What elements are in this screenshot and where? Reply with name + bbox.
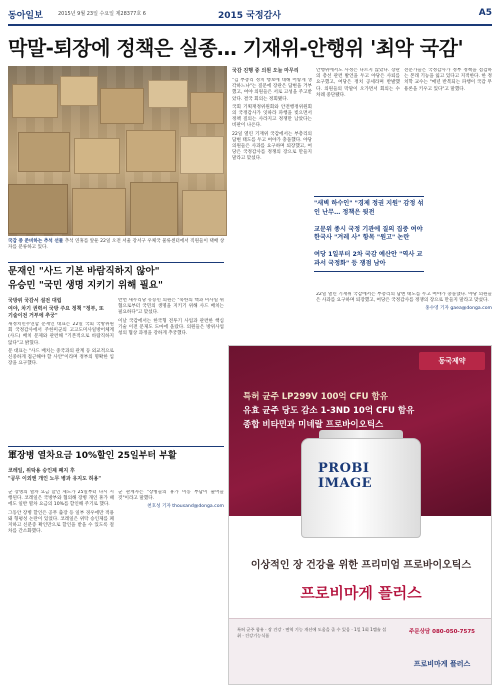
- bottom-article-kicker-1: 코레일, 위탁용 승인제 폐지 후: [8, 468, 75, 474]
- parcel-box: [148, 80, 188, 108]
- dateline: 2015년 9월 23일 수요일 제28377호 6: [58, 11, 146, 17]
- page-headline: 막말-퇴장에 정책은 실종… 기재위-안행위 '최악 국감': [8, 36, 464, 60]
- bottom-article-title: 軍장병 열차요금 10%할인 25일부터 부활: [8, 451, 177, 461]
- pull-quote: "새벽 하수인" "경제 정권 지원" 감정 섞인 난무… 정책은 뒷전 교문위 종시 국정 기관에 질의 집중 여야 한국사 "겨레 사" 항목 "원고" 논란 여당 1일부터 2차 국감 예산안 "역사 교과서 국정화" 등 쟁점 남아: [314, 196, 424, 272]
- product-bottle: [301, 438, 421, 538]
- article-paragraph: 새정치민주연합 문재인 대표는 22일 국회 국방위원회 국정감사에서 주한미군의 고고도미사일방어체계(사드) 배치 문제와 관련해 "기본적으로 바람직하지 않다"고 밝혔다.: [8, 322, 114, 346]
- lower-article-subtitle: 유승민 "국민 생명 지키기 위해 필요": [8, 280, 163, 291]
- ad-order-phone[interactable]: 주문상담 080-050-7575: [408, 629, 475, 635]
- parcel-box: [72, 188, 126, 236]
- article-paragraph: "김 부총리 정치 행보에 대해 어떻게 생각하느냐"는 질문에 장관은 답변을 거부했고, 여야 의원들은 서로 고성을 주고받았다. 결국 회의는 정회됐다.: [232, 78, 312, 102]
- parcel-box: [182, 190, 227, 236]
- parcel-box: [60, 76, 98, 106]
- article-paragraph: 22일 열린 기재위 국감에서는 부총리의 답변 태도를 두고 여야가 충돌했다. 야당 의원들은 사과를 요구하며 퇴장했고, 여당은 국정감사를 정쟁의 장으로 만들지 말라고 맞섰다.: [232, 131, 312, 162]
- page-number: A5: [478, 8, 492, 18]
- advertisement[interactable]: [228, 345, 492, 685]
- main-article-col2b: [316, 292, 492, 338]
- ad-bottom-panel: [229, 618, 492, 685]
- ad-product-title: 프로비마게 플러스: [300, 584, 422, 602]
- article-paragraph: 국회 기획재정위원회와 안전행정위원회의 국정감사가 잇따라 파행을 빚으면서 정책 질의는 사라지고 정쟁만 남았다는 비판이 나온다.: [232, 104, 312, 129]
- caption-text: 추석 연휴를 앞둔 22일 오전 서울 강서구 우체국 물류센터에서 직원들이 택배 상자를 분류하고 있다.: [8, 239, 225, 250]
- ad-claim-3: 종합 비타민과 미네랄 프로바이오틱스: [243, 420, 384, 430]
- article-byline: 천호성 기자 thousand@donga.com: [147, 504, 224, 510]
- ad-product-name-small: 프로비마게 플러스: [413, 660, 471, 668]
- bottom-article-col1: [8, 490, 114, 685]
- article-paragraph: 문 대표는 "사드 배치는 중국과의 관계 등 외교적으로 신중하게 접근해야 할 사안"이라며 정부의 명확한 입장을 요구했다.: [8, 348, 114, 367]
- ad-claim-1: 특허 균주 LP299V 100억 CFU 함유: [243, 392, 388, 402]
- main-article-col2: [316, 68, 400, 192]
- section-divider: [8, 446, 224, 447]
- article-paragraph: 군 장병의 열차 요금 할인 제도가 25일부터 다시 시행된다. 코레일은 국방부와 협의해 장병 개인 휴가 때에도 일반 열차 요금의 10%를 할인해 주기로 했다.: [8, 490, 114, 508]
- masthead: [8, 6, 492, 26]
- parcel-box: [180, 136, 224, 174]
- parcel-box: [126, 130, 176, 172]
- article-paragraph: 22일 열린 기재위 국감에서는 부총리의 답변 태도를 두고 여야가 충돌했다. 야당 의원들은 사과를 요구하며 퇴장했고, 여당은 국정감사를 정쟁의 장으로 만들지 말라고 맞섰다.: [316, 292, 492, 304]
- article-paragraph: 반면 새누리당 유승민 의원은 "북한의 핵과 미사일 위협으로부터 국민의 생명을 지키기 위해 사드 배치는 필요하다"고 맞섰다.: [118, 298, 224, 316]
- article-paragraph: 군 관계자는 "장병들의 휴가 이동 부담이 줄어들 것"이라고 말했다.: [118, 490, 224, 502]
- ad-brand-logo: 동국제약: [419, 352, 485, 370]
- parcel-box: [100, 88, 144, 124]
- ad-fine-print: 특허 균주 함유 · 장 건강 · 면역 기능 개선에 도움을 줄 수 있음 · 1일 1회 1캡슐 섭취 · 건강기능식품: [237, 627, 387, 638]
- lower-article-title: 문재인 "사드 기본 바람직하지 않아": [8, 266, 160, 277]
- lower-article-col2: [118, 298, 224, 440]
- caption-title: 국감 중 준비하는 추석 선물: [8, 239, 64, 244]
- bottom-article-col2: [118, 490, 224, 685]
- ad-claim-2: 유효 균주 당도 감소 1-3ND 10억 CFU 함유: [243, 406, 415, 416]
- newspaper-logo: 동아일보: [8, 11, 43, 21]
- main-article-col3: [404, 68, 492, 308]
- main-article-col1: [232, 78, 312, 340]
- parcel-box: [190, 92, 224, 124]
- main-article-kicker: 국감 진행 중 의원 오늘 마무리: [232, 68, 299, 74]
- ad-slogan: 이상적인 장 건강을 위한 프리미엄 프로바이오틱스: [250, 560, 472, 571]
- parcel-box: [12, 84, 58, 118]
- parcel-box: [130, 182, 178, 236]
- parcel-box: [8, 184, 68, 234]
- article-paragraph: 전문가들은 국정감사가 정부 정책을 점검하는 본래 기능을 잃고 있다고 지적한다. 한 정치학 교수는 "매년 반복되는 파행이 국감 무용론을 키우고 있다"고 말했다.: [404, 68, 492, 92]
- lower-article-col1: [8, 322, 114, 440]
- parcel-box: [18, 132, 70, 172]
- article-paragraph: 이날 국감에서는 한국형 전투기 사업과 관련한 핵심 기술 이전 문제도 도마에 올랐다. 의원들은 방위사업청의 협상 과정을 강하게 추궁했다.: [118, 318, 224, 337]
- article-paragraph: 그동안 장병 할인은 공무 출장 등 일부 경우에만 적용돼 형평성 논란이 있었다. 코레일은 위탁 승인제를 폐지하고 신분증 확인만으로 할인을 받을 수 있도록 절차를 간소화했다.: [8, 510, 114, 535]
- section-divider: [8, 262, 224, 263]
- section-title: 2015 국정감사: [218, 11, 281, 21]
- parcel-box: [74, 138, 120, 174]
- photo-caption: [8, 239, 227, 251]
- article-byline: 홍수영 기자 gaea@donga.com: [425, 306, 492, 312]
- news-photo: [8, 66, 227, 236]
- bottle-label: PROBI IMAGE: [318, 461, 373, 491]
- bottom-article-kicker-2: "공무 이외엔 개인 노무 병과 유지도 허용": [8, 476, 101, 482]
- lower-article-kicker-1: 국방위 국감서 설전 대립: [8, 298, 62, 304]
- lower-article-kicker-2: 여야, 차기 권력서 국방 주요 정책 "정부, 또 기술이전 거부에 추궁": [8, 306, 104, 319]
- article-paragraph: 안행위에서도 사정은 다르지 않았다. 장관의 총선 관련 발언을 두고 야당은 사퇴를 요구했고, 여당은 정치 공세라며 반발했다. 의원들의 막말이 오가면서 회의는 수차례 중단됐다.: [316, 68, 400, 98]
